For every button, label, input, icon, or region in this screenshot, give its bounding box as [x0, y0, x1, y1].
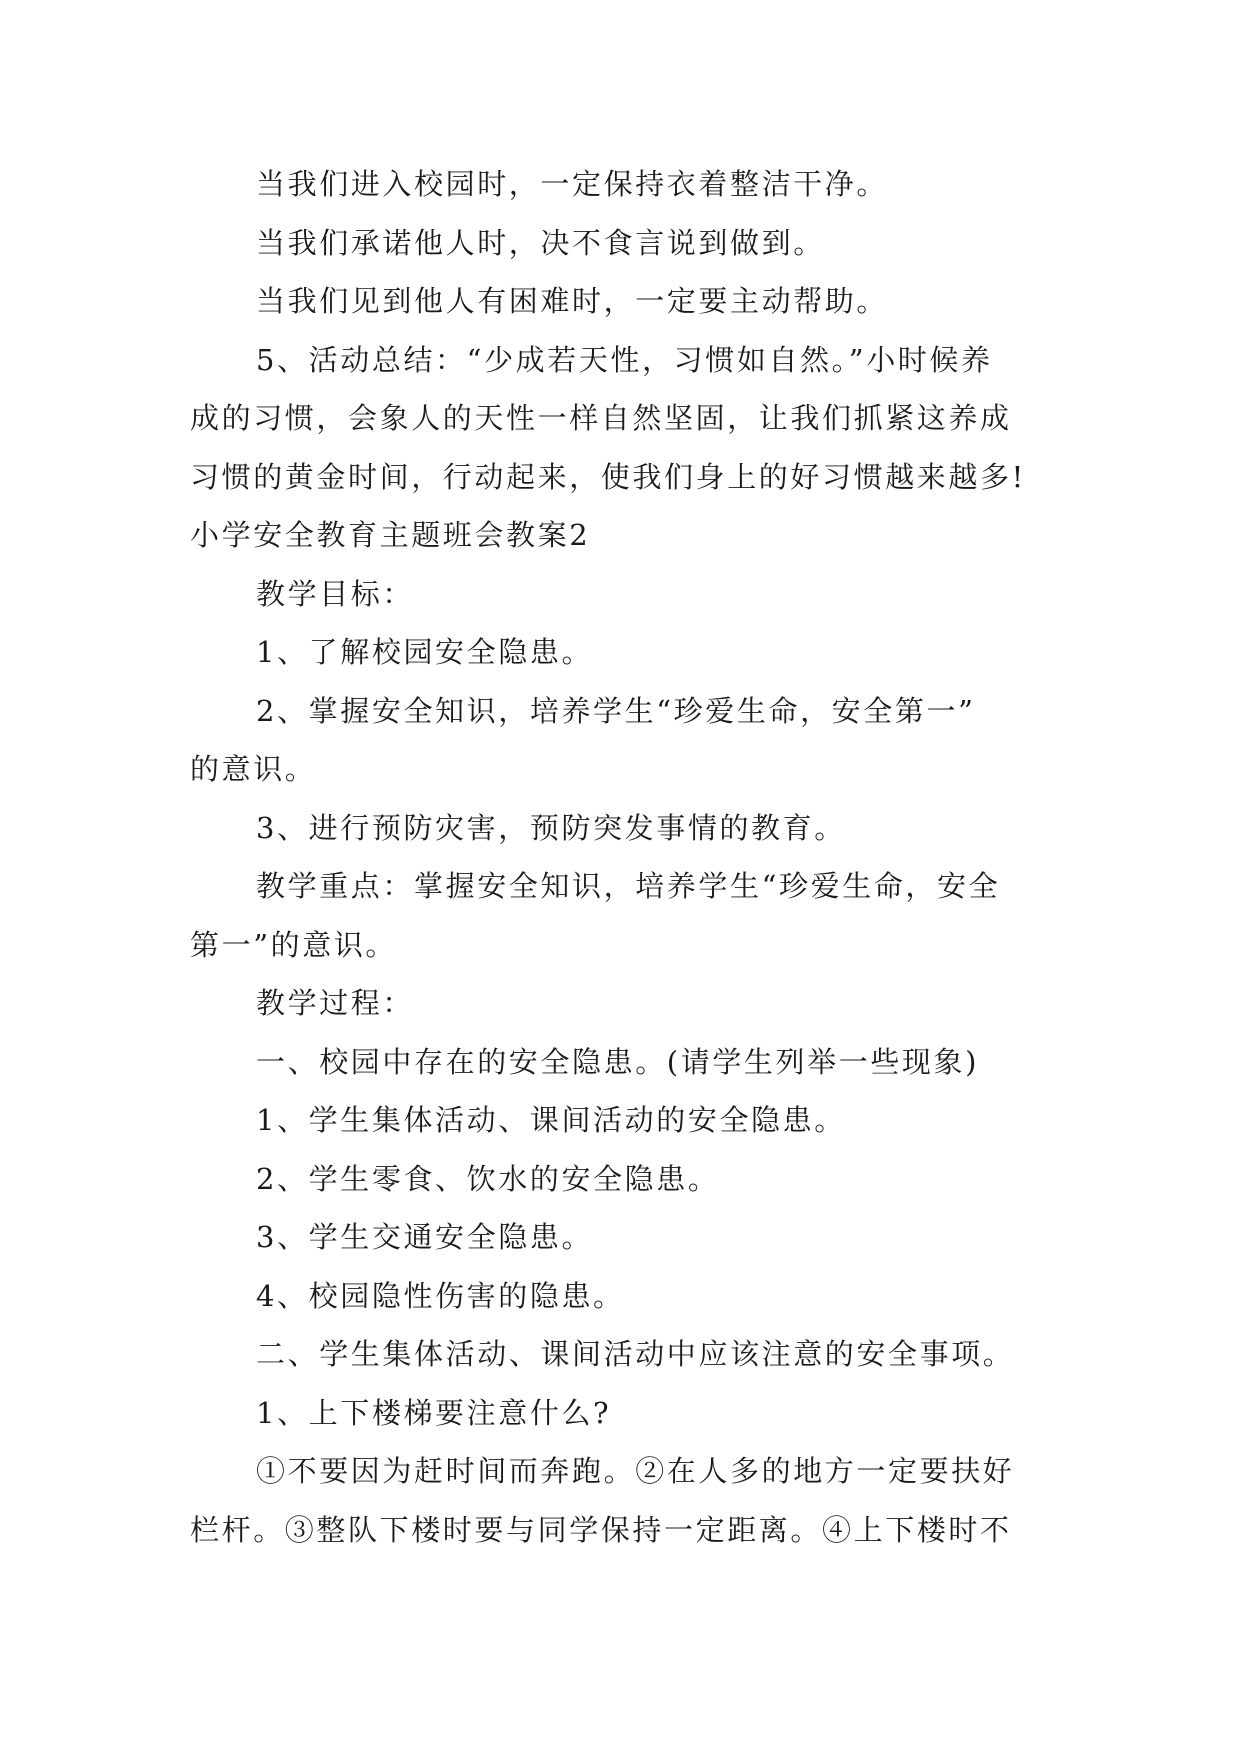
text-line: 4、校园隐性伤害的隐患。	[256, 1278, 625, 1313]
text-line: 当我们进入校园时，一定保持衣着整洁干净。	[256, 167, 889, 201]
document-body	[190, 155, 1060, 1559]
text-line: 5、活动总结：“少成若天性，习惯如自然。”小时候养	[256, 342, 993, 377]
text-line: 栏杆。③整队下楼时要与同学保持一定距离。④上下楼时不	[190, 1512, 1012, 1547]
text-line: 当我们见到他人有困难时，一定要主动帮助。	[256, 284, 889, 318]
text-line: 2、学生零食、饮水的安全隐患。	[256, 1161, 720, 1196]
text-line: 教学过程：	[256, 986, 415, 1020]
section-heading: 小学安全教育主题班会教案2	[190, 518, 591, 552]
text-line: 二、学生集体活动、课间活动中应该注意的安全事项。	[256, 1337, 1015, 1371]
text-line: 第一”的意识。	[190, 927, 398, 962]
text-line: 3、进行预防灾害，预防突发事情的教育。	[256, 810, 846, 845]
text-line: 的意识。	[190, 752, 317, 786]
text-line: 教学目标：	[256, 576, 415, 611]
text-line: 1、了解校园安全隐患。	[256, 635, 594, 669]
text-line: 当我们承诺他人时，决不食言说到做到。	[256, 225, 825, 260]
text-line: 1、学生集体活动、课间活动的安全隐患。	[256, 1103, 846, 1137]
text-line: 成的习惯，会象人的天性一样自然坚固，让我们抓紧这养成	[190, 401, 1012, 435]
text-line: 习惯的黄金时间，行动起来，使我们身上的好习惯越来越多!	[190, 459, 1026, 494]
text-line: 1、上下楼梯要注意什么?	[256, 1395, 612, 1430]
text-line: ①不要因为赶时间而奔跑。②在人多的地方一定要扶好	[256, 1454, 1015, 1488]
text-line: 一、校园中存在的安全隐患。(请学生列举一些现象)	[256, 1044, 980, 1079]
text-line: 2、掌握安全知识，培养学生“珍爱生命，安全第一”	[256, 693, 976, 728]
text-line: 教学重点：掌握安全知识，培养学生“珍爱生命，安全	[256, 869, 1001, 903]
text-line: 3、学生交通安全隐患。	[256, 1220, 594, 1254]
